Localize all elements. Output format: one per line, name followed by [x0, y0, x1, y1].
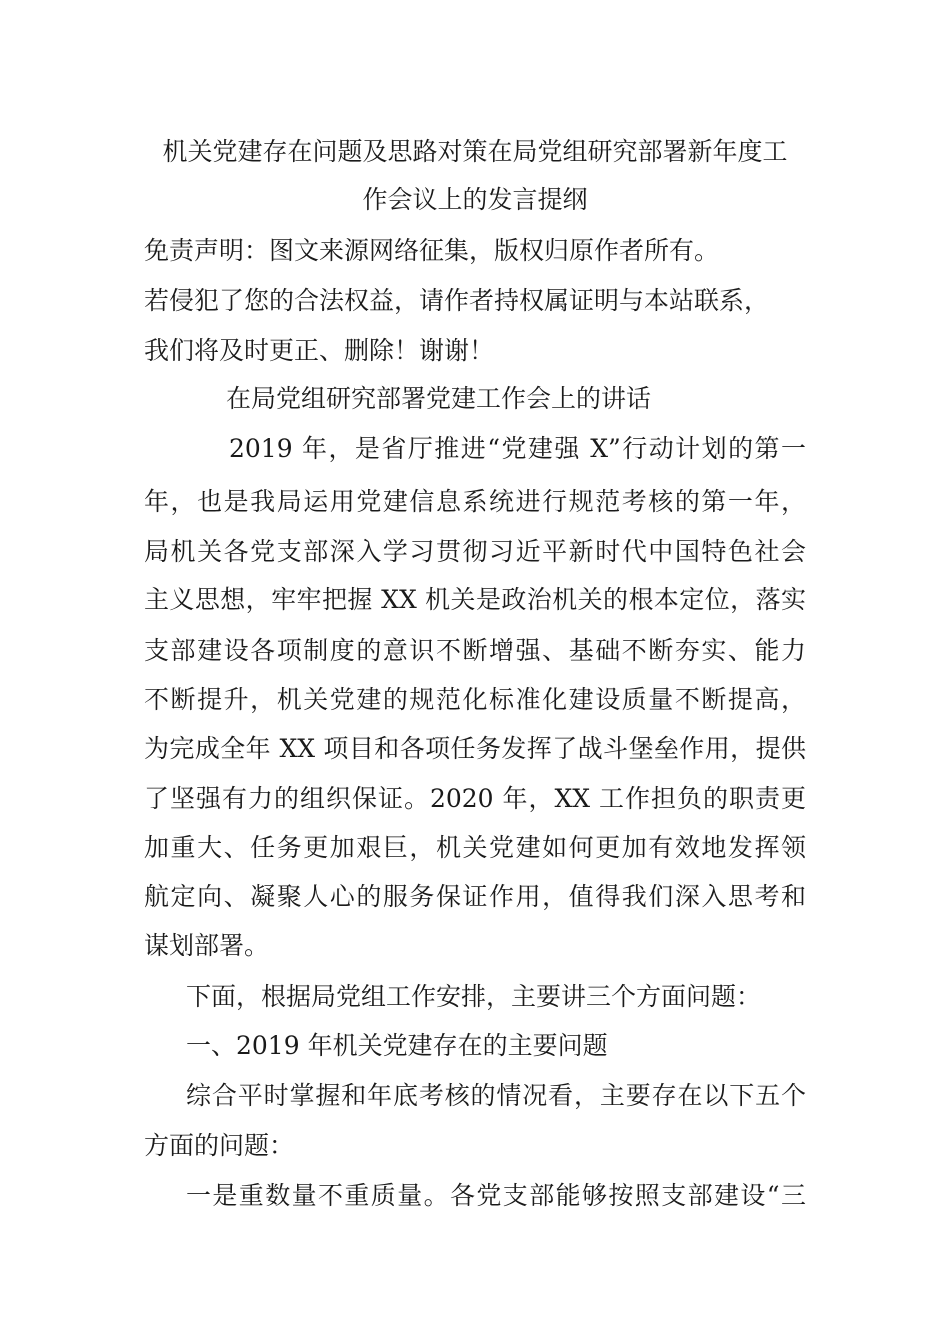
- section-1-heading: 一、2019 年机关党建存在的主要问题: [186, 1031, 608, 1060]
- disclaimer-line-2: 若侵犯了您的合法权益，请作者持权属证明与本站联系，: [144, 286, 770, 315]
- paragraph-1-line-11: 谋划部署。: [144, 931, 270, 960]
- paragraph-1-line-4: 主义思想，牢牢把握 XX 机关是政治机关的根本定位，落实: [144, 585, 806, 614]
- paragraph-3-line-2: 方面的问题：: [144, 1131, 295, 1160]
- paragraph-4-line-1: 一是重数量不重质量。各党支部能够按照支部建设“三: [186, 1181, 806, 1210]
- speech-title: 在局党组研究部署党建工作会上的讲话: [226, 384, 652, 413]
- paragraph-1-line-9: 加重大、任务更加艰巨，机关党建如何更加有效地发挥领: [144, 833, 806, 862]
- paragraph-1-line-3: 局机关各党支部深入学习贯彻习近平新时代中国特色社会: [144, 537, 806, 566]
- paragraph-1-line-7: 为完成全年 XX 项目和各项任务发挥了战斗堡垒作用，提供: [144, 734, 806, 763]
- document-title-line-2: 作会议上的发言提纲: [362, 185, 588, 214]
- paragraph-1-line-6: 不断提升，机关党建的规范化标准化建设质量不断提高，: [144, 685, 806, 714]
- disclaimer-line-3: 我们将及时更正、删除！谢谢！: [144, 336, 495, 365]
- paragraph-1-line-8: 了坚强有力的组织保证。2020 年，XX 工作担负的职责更: [144, 784, 806, 813]
- paragraph-1-line-5: 支部建设各项制度的意识不断增强、基础不断夯实、能力: [144, 636, 806, 665]
- paragraph-1-line-10: 航定向、凝聚人心的服务保证作用，值得我们深入思考和: [144, 882, 806, 911]
- paragraph-1-line-1: 2019 年，是省厅推进“党建强 X”行动计划的第一: [229, 434, 806, 463]
- paragraph-1-line-2: 年，也是我局运用党建信息系统进行规范考核的第一年，: [144, 487, 806, 516]
- paragraph-2: 下面，根据局党组工作安排，主要讲三个方面问题：: [186, 982, 762, 1011]
- disclaimer-line-1: 免责声明：图文来源网络征集，版权归原作者所有。: [144, 236, 720, 265]
- paragraph-3-line-1: 综合平时掌握和年底考核的情况看，主要存在以下五个: [186, 1081, 806, 1110]
- document-title-line-1: 机关党建存在问题及思路对策在局党组研究部署新年度工: [162, 137, 788, 166]
